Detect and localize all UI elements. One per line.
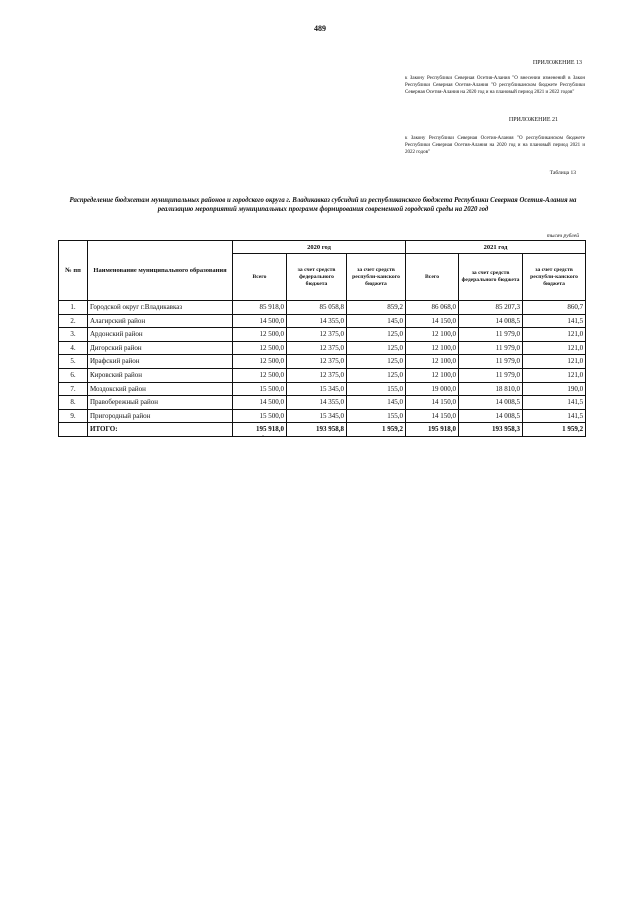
federal-2020: 12 375,0 [287,328,347,342]
row-number: 8. [59,396,88,410]
total-2021: 14 150,0 [406,409,459,423]
total-2020: 195 918,0 [233,423,287,437]
total-label: ИТОГО: [88,423,233,437]
federal-2020: 15 345,0 [287,382,347,396]
header-total-2021: Всего [406,254,459,301]
appendix-21-law-note: к Закону Республики Северная Осетия-Алания "О республиканском бюджете Республики Северная Осетия-Алания на 2020 год и на плановый период 2021 и 2022 годов" [405,136,585,156]
republic-2021: 141,5 [523,409,586,423]
header-federal-2020: за счет средств федерального бюджета [287,254,347,301]
row-number: 1. [59,301,88,315]
republic-2020: 145,0 [347,396,406,410]
total-row-empty-cell [59,423,88,437]
republic-2021: 121,0 [523,341,586,355]
page-number: 489 [314,24,326,33]
row-number: 2. [59,314,88,328]
municipality-name: Городской округ г.Владикавказ [88,301,233,315]
total-2021: 12 100,0 [406,341,459,355]
total-2020: 14 500,0 [233,396,287,410]
republic-2021: 141,5 [523,396,586,410]
total-2020: 14 500,0 [233,314,287,328]
header-total-2020: Всего [233,254,287,301]
republic-2021: 121,0 [523,355,586,369]
republic-2021: 860,7 [523,301,586,315]
total-2021: 195 918,0 [406,423,459,437]
row-number: 9. [59,409,88,423]
municipality-name: Пригородный район [88,409,233,423]
federal-2021: 11 979,0 [459,355,523,369]
table-row [59,328,586,342]
municipality-name: Моздокский район [88,382,233,396]
republic-2021: 121,0 [523,368,586,382]
federal-2021: 18 810,0 [459,382,523,396]
header-number: № пп [59,241,88,301]
row-number: 7. [59,382,88,396]
units-label: тысяч рублей [546,233,579,239]
republic-2020: 859,2 [347,301,406,315]
federal-2021: 11 979,0 [459,368,523,382]
federal-2021: 11 979,0 [459,328,523,342]
republic-2021: 121,0 [523,328,586,342]
total-2020: 12 500,0 [233,328,287,342]
subsidy-table [58,240,586,437]
table-row [59,355,586,369]
total-2020: 15 500,0 [233,382,287,396]
table-row [59,341,586,355]
republic-2020: 155,0 [347,382,406,396]
document-heading: Распределение бюджетам муниципальных районов и городского округа г. Владикавказ субсидий из республиканского бюджета Республики Северная Осетия-Алания на реализацию мероприятий муниципальных программ формирования современной городской среды на 2020 год [69,197,577,213]
header-year-2020: 2020 год [233,241,406,254]
table-row [59,301,586,315]
row-number: 5. [59,355,88,369]
table-row [59,314,586,328]
total-row [59,423,586,437]
republic-2021: 1 959,2 [523,423,586,437]
municipality-name: Кировский район [88,368,233,382]
row-number: 3. [59,328,88,342]
header-municipality: Наименование муниципального образования [88,241,233,301]
municipality-name: Алагирский район [88,314,233,328]
header-federal-2021: за счет средств федерального бюджета [459,254,523,301]
republic-2020: 125,0 [347,355,406,369]
federal-2021: 85 207,3 [459,301,523,315]
republic-2020: 125,0 [347,368,406,382]
total-2021: 12 100,0 [406,355,459,369]
table-row [59,409,586,423]
municipality-name: Правобережный район [88,396,233,410]
republic-2021: 190,0 [523,382,586,396]
federal-2021: 14 008,5 [459,396,523,410]
table-row [59,382,586,396]
republic-2020: 125,0 [347,341,406,355]
table-row [59,396,586,410]
header-year-2021: 2021 год [406,241,586,254]
federal-2020: 12 375,0 [287,341,347,355]
total-2020: 12 500,0 [233,368,287,382]
republic-2020: 155,0 [347,409,406,423]
scan-mark: - [262,433,264,439]
header-republic-2021: за счет средств республи-канского бюджета [523,254,586,301]
republic-2020: 125,0 [347,328,406,342]
row-number: 4. [59,341,88,355]
total-2021: 19 000,0 [406,382,459,396]
federal-2021: 11 979,0 [459,341,523,355]
federal-2020: 14 355,0 [287,314,347,328]
appendix-21-title: ПРИЛОЖЕНИЕ 21 [508,117,558,123]
table-number: Таблица 13 [549,170,576,176]
republic-2021: 141,5 [523,314,586,328]
appendix-13-law-note: к Закону Республики Северная Осетия-Алания "О внесении изменений в Закон Республики Северная Осетия-Алания "О республиканском бюджете Республики Северная Осетия-Алания на 2020 год и на плановый период 2021 и 2022 годов" [405,76,585,96]
total-2021: 86 068,0 [406,301,459,315]
row-number: 6. [59,368,88,382]
municipality-name: Ардонский район [88,328,233,342]
municipality-name: Дигорский район [88,341,233,355]
federal-2021: 193 958,3 [459,423,523,437]
header-republic-2020: за счет средств республи-канского бюджета [347,254,406,301]
total-2020: 15 500,0 [233,409,287,423]
republic-2020: 1 959,2 [347,423,406,437]
total-2020: 12 500,0 [233,341,287,355]
federal-2020: 12 375,0 [287,355,347,369]
total-2020: 85 918,0 [233,301,287,315]
appendix-13-title: ПРИЛОЖЕНИЕ 13 [532,60,582,66]
total-2021: 14 150,0 [406,314,459,328]
total-2021: 12 100,0 [406,368,459,382]
total-2021: 14 150,0 [406,396,459,410]
municipality-name: Ирафский район [88,355,233,369]
federal-2021: 14 008,5 [459,409,523,423]
federal-2020: 193 958,8 [287,423,347,437]
federal-2020: 85 058,8 [287,301,347,315]
federal-2020: 15 345,0 [287,409,347,423]
federal-2020: 12 375,0 [287,368,347,382]
federal-2020: 14 355,0 [287,396,347,410]
republic-2020: 145,0 [347,314,406,328]
table-row [59,368,586,382]
total-2020: 12 500,0 [233,355,287,369]
total-2021: 12 100,0 [406,328,459,342]
federal-2021: 14 008,5 [459,314,523,328]
